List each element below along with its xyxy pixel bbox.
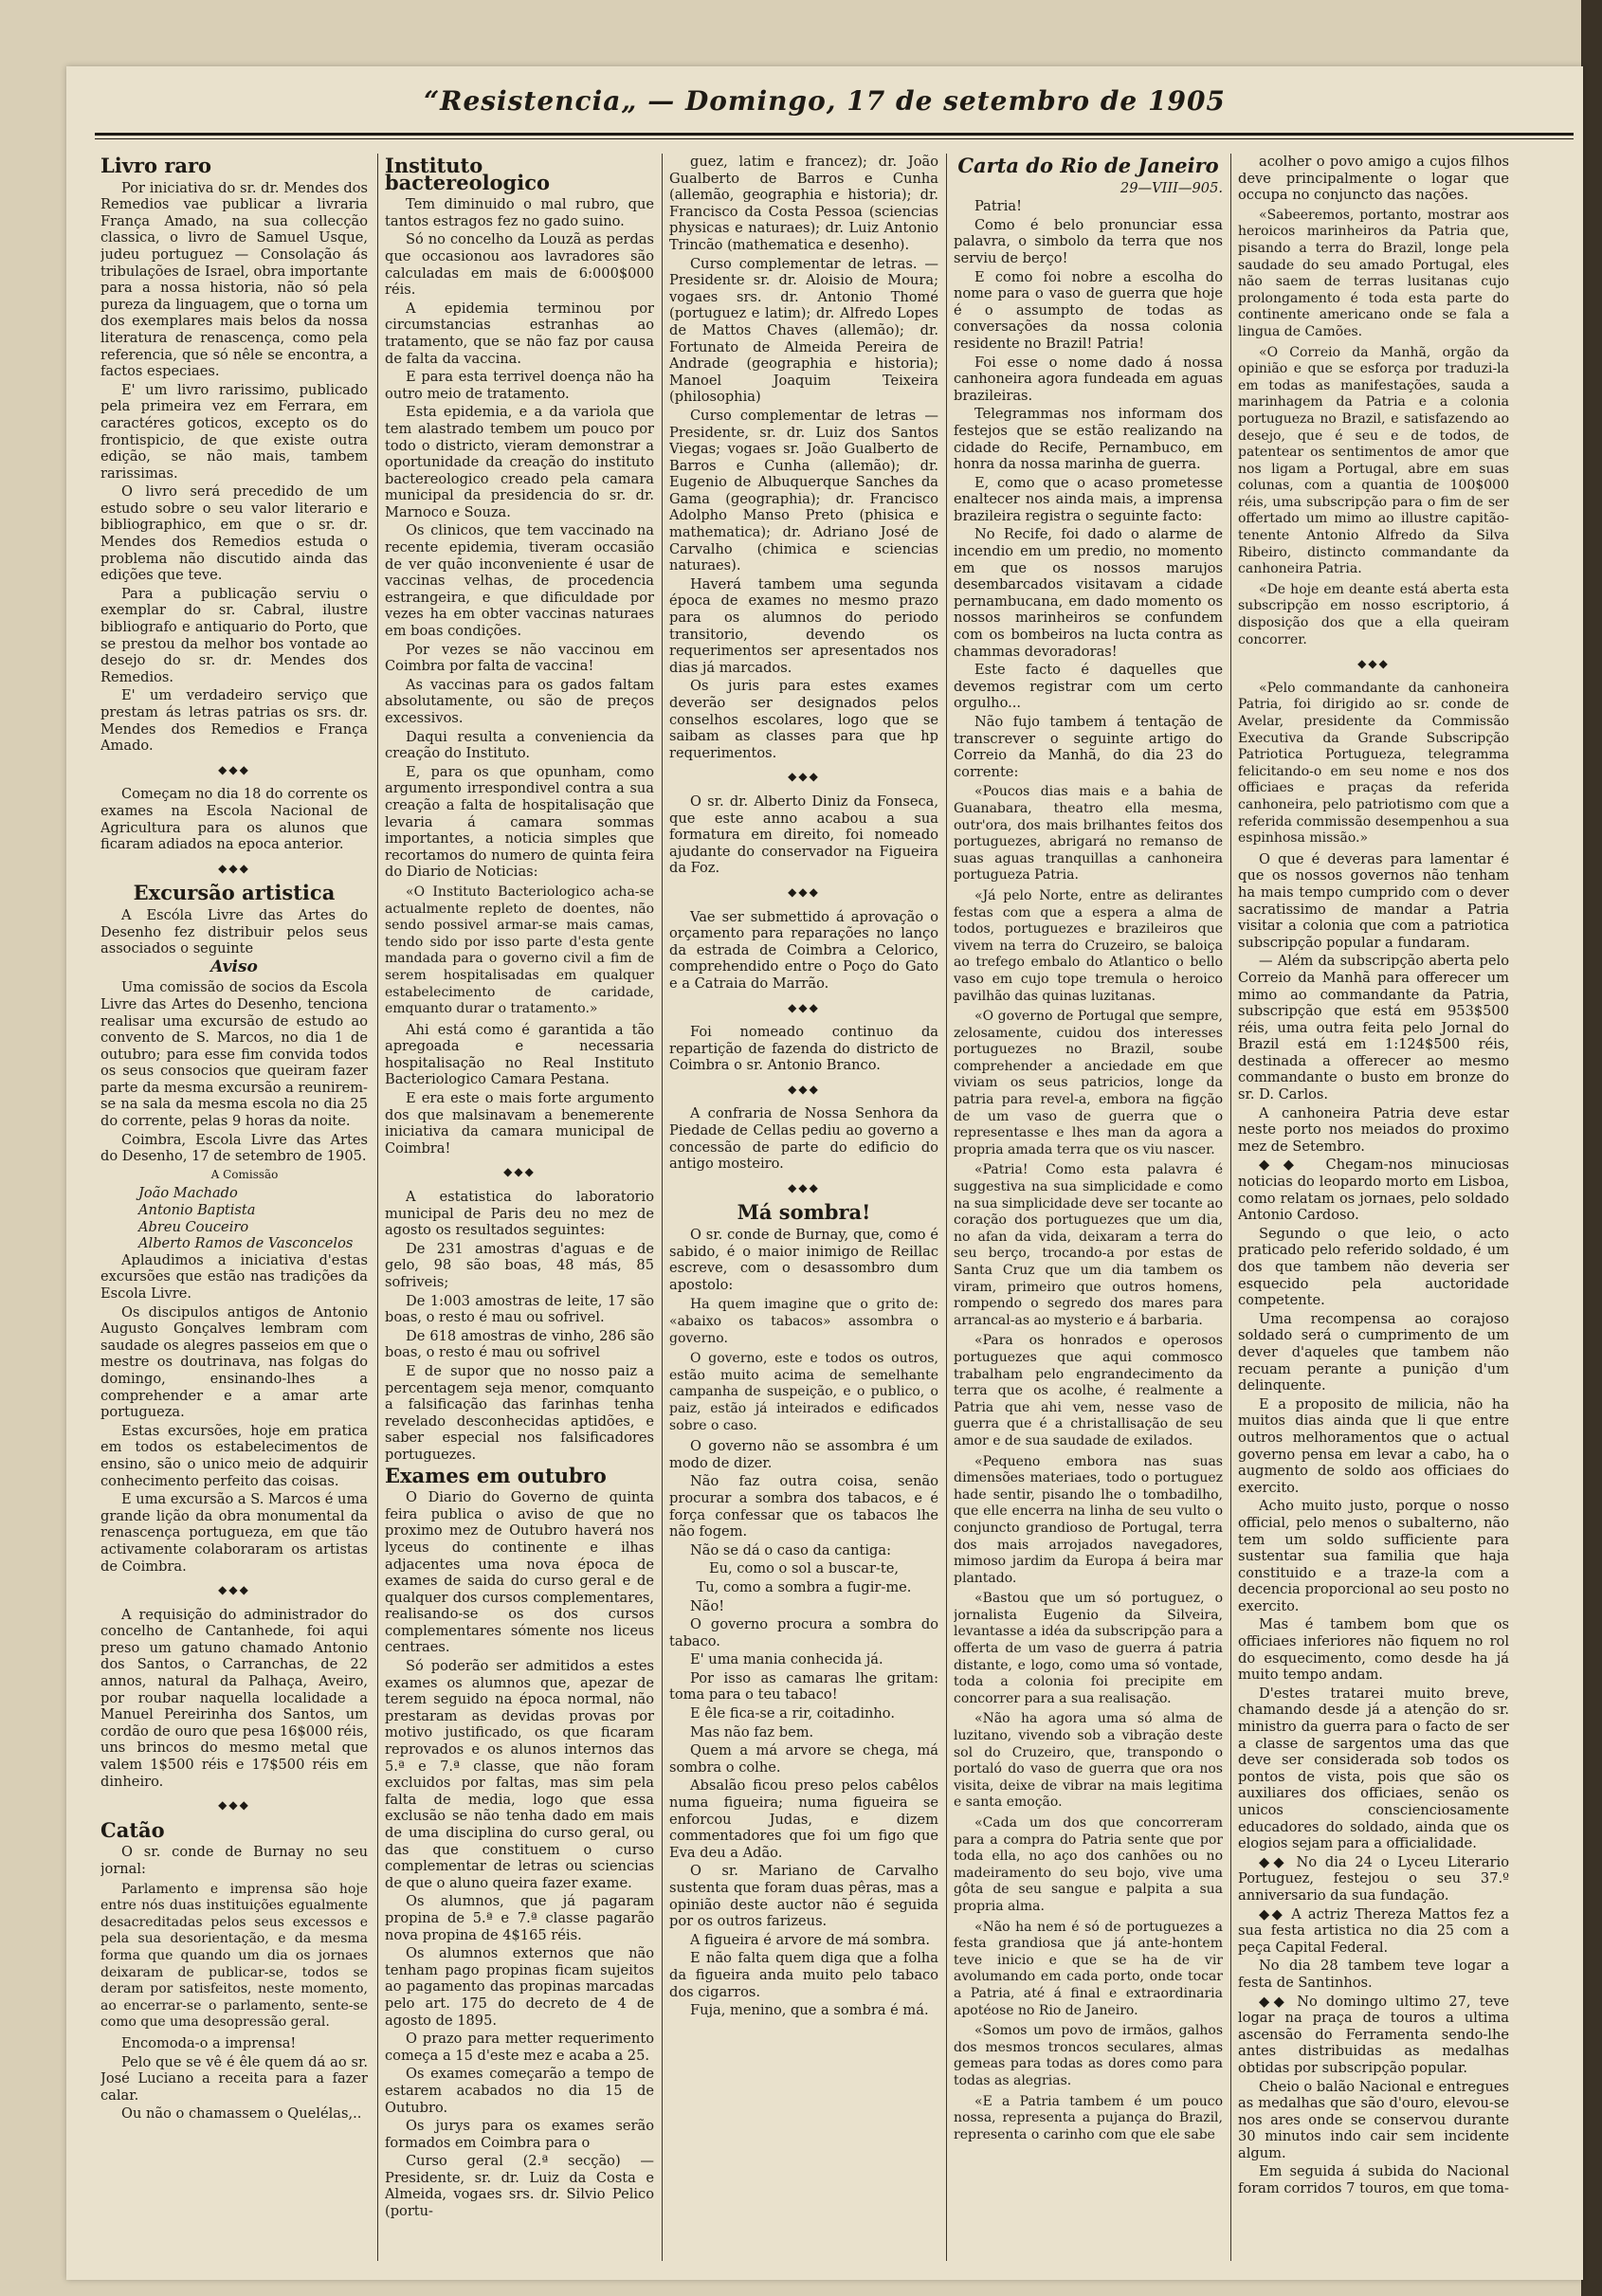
quote: «De hoje em deante está aberta esta subscripção em nosso escriptorio, á disposição dos que a ella queiram concorrer. — [1238, 581, 1509, 647]
quote: «Não ha nem é só de portuguezes a festa grandiosa que já ante-hontem teve inicio e que se ha de vir avolumando em cada porto, onde tocar a Patria, até á final e extraordinaria apotéose no Rio de Janeiro. — [954, 1919, 1223, 2018]
paragraph: Para a publicação serviu o exemplar do sr. Cabral, ilustre bibliografo e antiquario do Porto, que se prestou da melhor bos vontade ao desejo do sr. dr. Mendes dos Remedios. — [100, 585, 368, 685]
paragraph: Este facto é daquelles que devemos registrar com um certo orgulho... — [954, 662, 1223, 712]
article-title-ma-sombra: Má sombra! — [737, 1200, 871, 1225]
article-title-excursao: Excursão artistica — [133, 881, 336, 905]
paragraph: Curso complementar de letras — Presidente, sr. dr. Luiz dos Santos Viegas; vogaes sr. João Gualberto de Barros e Cunha (allemão); dr. Eugenio de Albuquerque Sanches da Gama (geographia); dr. Francisco Adolpho Manso Preto (phisica e mathematica); dr. Adriano José de Carvalho (chimica e sciencias naturaes). — [669, 407, 938, 574]
paragraph: A estatistica do laboratorio municipal de Paris deu no mez de agosto os resultados seguintes: — [385, 1189, 654, 1239]
paragraph: Mas é tambem bom que os officiaes inferiores não fiquem no rol do esquecimento, como desde ha já muito tempo andam. — [1238, 1616, 1509, 1684]
ornament-divider: ◆◆◆ — [218, 861, 250, 875]
paragraph: O governo procura a sombra do tabaco. — [669, 1616, 938, 1649]
dateline: 29—VIII—905. — [1120, 179, 1223, 196]
paragraph: As vaccinas para os gados faltam absolutamente, ou são de preços excessivos. — [385, 676, 654, 726]
signature-name: Antonio Baptista — [138, 1202, 256, 1219]
paragraph: Os discipulos antigos de Antonio Augusto Gonçalves lembram com saudade os alegres passeios em que o mestre os doutrinava, nas folgas do domingo, ensinando-lhes a comprehender e a amar arte portugueza. — [100, 1303, 368, 1421]
paragraph: De 618 amostras de vinho, 286 são boas, o resto é mau ou sofrivel — [385, 1327, 654, 1361]
paragraph: A figueira é arvore de má sombra. — [690, 1931, 931, 1948]
paragraph: — Além da subscripção aberta pelo Correio da Manhã para offerecer um mimo ao commandante da Patria, subscripção que está em 953$500 réis, uma outra feita pelo Jornal do Brazil está em 1:124$500 réis, destinada a offerecer ao mesmo commandante o busto em bronze do sr. D. Carlos. — [1238, 953, 1509, 1103]
paragraph: Ahi está como é garantida a tão apregoada e necessaria hospitalisação no Real Instituto Bacteriologico Camara Pestana. — [385, 1021, 654, 1088]
column-divider — [377, 154, 378, 2261]
article-title-livro-raro: Livro raro — [100, 154, 212, 177]
quote: «Pelo commandante da canhoneira Patria, foi dirigido ao sr. conde de Avelar, presidente da Commissão Executiva da Grande Subscripção Patriotica Portugueza, telegramma felicitando-o em seu nome e nos dos officiaes e praças da referida canhoneira, pelo patriotismo com que a referida commissão desempenhou a sua espinhosa missão.» — [1238, 680, 1509, 847]
paragraph: Só no concelho da Louzã as perdas que occasionou aos lavradores são calculadas em mais de 6:000$000 réis. — [385, 231, 654, 299]
paragraph: O Diario do Governo de quinta feira publica o aviso de que no proximo mez de Outubro haverá nos lyceus do continente e ilhas adjacentes uma nova época de exames de saida do curso geral e de qualquer dos cursos complementares, realisando-se os dos cursos complementares sómente nos liceus centraes. — [385, 1489, 654, 1656]
paragraph: O sr. dr. Alberto Diniz da Fonseca, que este anno acabou a sua formatura em direito, foi nomeado ajudante do conservador na Figueira da Foz. — [669, 793, 938, 877]
verse-line: Eu, como o sol a buscar-te, — [708, 1560, 900, 1577]
quote: «O governo de Portugal que sempre, zelosamente, cuidou dos interesses portuguezes no Brazil, soube comprehender a anciedade em que viviam os seus patricios, longe da patria para revel-a, embora na figção de um vaso de guerra que o representasse e lhes man da agora a propria amada terra que os viu nascer. — [954, 1009, 1223, 1157]
column-divider — [662, 154, 663, 2261]
paragraph: Coimbra, Escola Livre das Artes do Desenho, 17 de setembro de 1905. — [100, 1131, 368, 1165]
paragraph: A requisição do administrador do concelho de Cantanhede, foi aqui preso um gatuno chamado Antonio dos Santos, o Carranchas, de 22 annos, natural da Palhaça, Aveiro, por roubar naquella localidade a Manuel Pereirinha dos Santos, um cordão de ouro que pesa 16$000 réis, uns brincos do mesmo metal que valem 1$500 réis e 17$500 réis em dinheiro. — [100, 1606, 368, 1790]
signature-name: Alberto Ramos de Vasconcelos — [138, 1235, 354, 1252]
ornament-divider: ◆◆◆ — [503, 1165, 536, 1179]
quote: «E a Patria tambem é um pouco nossa, representa a pujança do Brazil, representa o carinho com que ele sabe — [954, 2093, 1223, 2142]
paragraph: Como é belo pronunciar essa palavra, o simbolo da terra que nos serviu de berço! — [954, 216, 1223, 266]
quote: «Patria! Como esta palavra é suggestiva na sua simplicidade e como na sua simplicidade deve ser tocante ao coração dos portuguezes que um dia, no afan da vida, deixaram a terra do seu berço, trocando-a por estas de Santa Cruz que um dia tambem os viram, primeiro que outros homens, rompendo o segredo dos mares para arrancal-as ao mysterio e á barbaria. — [954, 1162, 1223, 1328]
paragraph: Curso complementar de letras. — Presidente sr. dr. Aloisio de Moura; vogaes srs. dr. Antonio Thomé (portuguez e latim); dr. Alfredo Lopes de Mattos Chaves (allemão); dr. Fortunato de Almeida Pereira de Andrade (geographia e historia); Manoel Joaquim Teixeira (philosophia) — [669, 255, 938, 406]
column-divider — [946, 154, 947, 2261]
paragraph: Por iniciativa do sr. dr. Mendes dos Remedios vae publicar a livraria França Amado, na sua collecção classica, o livro de Samuel Usque, judeu portuguez — Consolação ás tribulações de Israel, obra importante para a nossa historia, não só pela pureza da linguagem, que o torna um dos exemplares mais belos da nossa literatura de renascença, como pela referencia, que só nêle se encontra, a factos especiaes. — [100, 179, 368, 380]
paragraph: E êle fica-se a rir, coitadinho. — [690, 1705, 895, 1722]
paragraph: Não faz outra coisa, senão procurar a sombra dos tabacos, e é força confessar que os tabacos lhe não fogem. — [669, 1473, 938, 1540]
paragraph: E uma excursão a S. Marcos é uma grande lição da obra monumental da renascença portugueza, em que tão activamente colaboraram os artistas de Coimbra. — [100, 1491, 368, 1575]
quote: «Pequeno embora nas suas dimensões materiaes, todo o portuguez hade sentir, pisando lhe o tombadilho, que elle encerra na linha de seu vulto o conjuncto grandioso de Portugal, terra dos mais arrojados navegadores, mimoso jardim da Europa á beira mar plantado. — [954, 1453, 1223, 1586]
paragraph: De 1:003 amostras de leite, 17 são boas, o resto é mau ou sofrivel. — [385, 1292, 654, 1326]
quote: «Não ha agora uma só alma de luzitano, vivendo sob a vibração deste sol do Cruzeiro, que, transpondo o portaló do vaso de guerra que ora nos visita, deixe de vibrar na mais legitima e santa emoção. — [954, 1711, 1223, 1811]
paragraph: O que é deveras para lamentar é que os nossos governos não tenham ha mais tempo cumprido com o dever sacratissimo de mandar a Patria visitar a colonia que com a patriotica subscripção popular a fundaram. — [1238, 850, 1509, 951]
paragraph: E, como que o acaso prometesse enaltecer nos ainda mais, a imprensa brazileira registra o seguinte facto: — [954, 474, 1223, 524]
article-title-catao: Catão — [100, 1817, 165, 1842]
paragraph: ◆◆ A actriz Thereza Mattos fez a sua festa artistica no dia 25 com a peça Capital Federal. — [1238, 1905, 1509, 1956]
paragraph: E' um livro rarissimo, publicado pela primeira vez em Ferrara, em caractéres goticos, excepto os do frontispicio, de que existe outra edição, se não mais, tambem rarissimas. — [100, 381, 368, 482]
paragraph: Patria! — [974, 198, 1022, 215]
ornament-divider: ◆◆◆ — [218, 1583, 250, 1597]
masthead-rule — [95, 133, 1574, 136]
paragraph: Haverá tambem uma segunda época de exames no mesmo prazo para os alumnos do periodo transitorio, devendo os requerimentos ser apresentados nos dias já marcados. — [669, 575, 938, 676]
paragraph: Os jurys para os exames serão formados em Coimbra para o — [385, 2118, 654, 2151]
quote: «O Correio da Manhã, orgão da opinião e que se esforça por traduzi-la em todas as manifestações, sauda a marinhagem da Patria e a colonia portugueza no Brazil, e satisfazendo ao desejo, que é seu e de todos, de patentear os sentimentos de amor que nos ligam a Portugal, abre em suas colunas, com a quantia de 100$000 réis, uma subscripção para o fim de ser offertado um mimo ao illustre capitão-tenente Antonio Alfredo da Silva Ribeiro, distincto commandante da canhoneira Patria. — [1238, 344, 1509, 577]
column-2 — [385, 154, 654, 2270]
paragraph: De 231 amostras d'aguas e de gelo, 98 são boas, 48 más, 85 sofriveis; — [385, 1240, 654, 1290]
paragraph: Uma recompensa ao corajoso soldado será o cumprimento de um dever d'aqueles que tambem não recuam perante a punição d'um delinquente. — [1238, 1310, 1509, 1394]
newspaper-page — [66, 66, 1583, 2280]
paragraph: Daqui resulta a conveniencia da creação do Instituto. — [385, 728, 654, 762]
signature-name: João Machado — [138, 1185, 238, 1202]
paragraph: O sr. conde de Burnay no seu jornal: — [100, 1844, 368, 1877]
paragraph: E, para os que opunham, como argumento irrespondivel contra a sua creação a falta de hospitalisação que levaria á camara sommas importantes, a noticia simples que recortamos do numero de quinta feira do Diario de Noticias: — [385, 763, 654, 881]
paragraph: Foi esse o nome dado á nossa canhoneira agora fundeada em aguas brazileiras. — [954, 354, 1223, 404]
quote: Ha quem imagine que o grito de: «abaixo os tabacos» assombra o governo. — [669, 1297, 938, 1346]
quote: «Bastou que um só portuguez, o jornalista Eugenio da Silveira, levantasse a idéa da subscripção para a offerta de um vaso de guerra á patria distante, e logo, como uma só vontade, toda a colonia foi precipite em concorrer para a sua realisação. — [954, 1591, 1223, 1706]
paragraph: Começam no dia 18 do corrente os exames na Escola Nacional de Agricultura para os alunos que ficaram adiados na epoca anterior. — [100, 786, 368, 853]
article-title-instituto: Instituto bactereologico — [385, 154, 551, 194]
quote: O governo, este e todos os outros, estão muito acima de semelhante campanha de suspeição, e o publico, o paiz, estão já inteirados e edificados sobre o caso. — [669, 1351, 938, 1433]
paragraph: Estas excursões, hoje em pratica em todos os estabelecimentos de ensino, são o unico meio de adquirir conhecimento perfeito das coisas. — [100, 1422, 368, 1489]
article-title-exames: Exames em outubro — [385, 1463, 607, 1487]
ornament-divider: ◆◆◆ — [788, 884, 820, 899]
column-4 — [954, 154, 1223, 2270]
paragraph: Aplaudimos a iniciativa d'estas excursões que estão nas tradições da Escola Livre. — [100, 1251, 368, 1302]
paragraph: E de supor que no nosso paiz a percentagem seja menor, comquanto a falsificação das farinhas tenha revelado desconhecidas aptidões, e saber especial nos falsificadores portuguezes. — [385, 1362, 654, 1463]
paragraph: Os alumnos, que já pagaram propina de 5.ª e 7.ª classe pagarão nova propina de 4$165 réis. — [385, 1893, 654, 1943]
paragraph: acolher o povo amigo a cujos filhos deve principalmente o logar que occupa no conjuncto das nações. — [1238, 154, 1509, 204]
paragraph: No Recife, foi dado o alarme de incendio em um predio, no momento em que os nossos marujos desembarcados visitavam a cidade pernambucana, em dado momento os nossos marinheiros se confundem com os bombeiros na lucta contra as chammas devoradoras! — [954, 526, 1223, 660]
paragraph: O sr. conde de Burnay, que, como é sabido, é o maior inimigo de Reillac escreve, com o desassombro dum apostolo: — [669, 1227, 938, 1293]
masthead: “Resistencia„ — Domingo, 17 de setembro de 1905 — [424, 85, 1226, 117]
paragraph: Por isso as camaras lhe gritam: toma para o teu tabaco! — [669, 1669, 938, 1704]
paragraph: Fuja, menino, que a sombra é má. — [690, 2002, 929, 2019]
paragraph: Segundo o que leio, o acto praticado pelo referido soldado, é um dos que tambem não deveria ser esquecido pela auctoridade competente. — [1238, 1225, 1509, 1309]
paragraph: guez, latim e francez); dr. João Gualberto de Barros e Cunha (allemão, geographia e historia); dr. Francisco da Costa Pessoa (sciencias physicas e naturaes); dr. Luiz Antonio Trincão (mathematica e desenho). — [669, 154, 938, 253]
paragraph: Não se dá o caso da cantiga: — [690, 1541, 892, 1558]
paragraph: Por vezes se não vaccinou em Coimbra por falta de vaccina! — [385, 641, 654, 675]
paragraph: E para esta terrivel doença não ha outro meio de tratamento. — [385, 369, 654, 402]
paragraph: E não falta quem diga que a folha da figueira anda muito pelo tabaco dos cigarros. — [669, 1950, 938, 2000]
paragraph: Encomoda-o a imprensa! — [121, 2034, 297, 2051]
column-5 — [1238, 154, 1509, 2270]
paragraph: A Escóla Livre das Artes do Desenho fez distribuir pelos seus associados o seguinte — [100, 906, 368, 957]
paragraph: Acho muito justo, porque o nosso official, pelo menos o subalterno, não tem um soldo sufficiente para sustentar sua familia que haja constituido e a traze-la com a decencia proporcional ao seu posto no exercito. — [1238, 1498, 1509, 1614]
quote: Parlamento e imprensa são hoje entre nós duas instituições egualmente desacreditadas pelos seus excessos e pela sua desorientação, e da mesma forma que quando um dia os jornaes deixaram de publicar-se, todos se deram por satisfeitos, neste momento, ao encerrar-se o parlamento, sente-se como que uma desopressão geral. — [100, 1881, 368, 2031]
paragraph: O sr. Mariano de Carvalho sustenta que foram duas pêras, mas a opinião deste auctor não é seguida por os outros farizeus. — [669, 1863, 938, 1930]
paragraph: Os clinicos, que tem vaccinado na recente epidemia, tiveram occasião de ver quão inconveniente é usar de vaccinas velhas, de procedencia estrangeira, e que dificuldade por vezes ha em obter vaccinas naturaes em boas condições. — [385, 522, 654, 640]
paragraph: E' um verdadeiro serviço que prestam ás letras patrias os srs. dr. Mendes dos Remedios e França Amado. — [100, 687, 368, 755]
ornament-divider: ◆◆◆ — [1357, 657, 1390, 671]
quote: «Já pelo Norte, entre as delirantes festas com que a espera a alma de todos, portuguezes e brazileiros que vivem na terra do Cruzeiro, se baloiça ao trefego embalo do Atlantico o bello vaso em cujo tope tremula o heroico pavilhão das quinas luzitanas. — [954, 887, 1223, 1004]
quote: «Poucos dias mais e a bahia de Guanabara, theatro ella mesma, outr'ora, dos mais brilhantes feitos dos portuguezes, abrigará no remanso de suas aguas tranquillas a canhoneira portugueza Patria. — [954, 784, 1223, 884]
paragraph: Uma comissão de socios da Escola Livre das Artes do Desenho, tenciona realisar uma excursão de estudo ao convento de S. Marcos, no dia 1 de outubro; para esse fim convida todos os seus consocios que queiram fazer parte da mesma excursão a reunirem-se na sala da mesma escola no dia 25 do corrente, pelas 9 horas da noite. — [100, 979, 368, 1130]
paragraph: O prazo para metter requerimento começa a 15 d'este mez e acaba a 25. — [385, 2031, 654, 2064]
paragraph: E' uma mania conhecida já. — [690, 1651, 883, 1668]
paragraph: E era este o mais forte argumento dos que malsinavam a benemerente iniciativa da camara municipal de Coimbra! — [385, 1090, 654, 1157]
paragraph: Ou não o chamassem o Quelélas,.. — [121, 2105, 362, 2123]
paragraph: E como foi nobre a escolha do nome para o vaso de guerra que hoje é o assumpto de todas as conversações da nossa colonia residente no Brazil! Patria! — [954, 268, 1223, 352]
paragraph: ◆◆ Chegam-nos minuciosas noticias do leopardo morto em Lisboa, como relatam os jornaes, pelo soldado Antonio Cardoso. — [1238, 1157, 1509, 1224]
column-3 — [669, 154, 938, 2270]
paragraph: Vae ser submettido á aprovação o orçamento para reparações no lanço da estrada de Coimbra a Celorico, comprehendido entre o Poço do Gato e a Catraia do Marrão. — [669, 908, 938, 992]
paragraph: Curso geral (2.ª secção) — Presidente, sr. dr. Luiz da Costa e Almeida, vogaes srs. dr. Silvio Pelico (portu- — [385, 2153, 654, 2220]
paragraph: Em seguida á subida do Nacional foram corridos 7 touros, em que toma- — [1238, 2163, 1509, 2197]
paragraph: A epidemia terminou por circumstancias estranhas ao tratamento, que se não faz por causa de falta da vaccina. — [385, 300, 654, 367]
ornament-divider: ◆◆◆ — [218, 762, 250, 776]
paragraph: Esta epidemia, e a da variola que tem alastrado tembem um pouco por todo o districto, vieram demonstrar a oportunidade da creação do instituto bactereologico creado pela camara municipal da presidencia do sr. dr. Marnoco e Souza. — [385, 404, 654, 520]
quote: «O Instituto Bacteriologico acha-se actualmente repleto de doentes, não sendo possivel armar-se mais camas, tendo sido por isso parte d'esta gente mandada para o governo civil a fim de serem hospitalisadas em qualquer estabelecimento de caridade, emquanto durar o tratamento.» — [385, 884, 654, 1017]
paragraph: ◆◆ No domingo ultimo 27, teve logar na praça de touros a ultima ascensão do Ferramenta sendo-lhe antes distribuidas as medalhas obtidas por subscripção popular. — [1238, 1993, 1509, 2076]
ornament-divider: ◆◆◆ — [788, 1000, 820, 1014]
paragraph: A confraria de Nossa Senhora da Piedade de Cellas pediu ao governo a concessão de parte do edificio do antigo mosteiro. — [669, 1105, 938, 1173]
paragraph: E a proposito de milicia, não ha muitos dias ainda que li que entre outros melhoramentos que o actual governo pensa em levar a cabo, ha o augmento de soldo aos officiaes do exercito. — [1238, 1395, 1509, 1496]
column-divider — [1230, 154, 1231, 2261]
paragraph: Pelo que se vê é êle quem dá ao sr. José Luciano a receita para a fazer calar. — [100, 2053, 368, 2104]
article-title-carta-rio: Carta do Rio de Janeiro — [957, 154, 1219, 177]
paragraph: Tem diminuido o mal rubro, que tantos estragos fez no gado suino. — [385, 196, 654, 229]
paragraph: Cheio o balão Nacional e entregues as medalhas que são d'ouro, elevou-se nos ares onde se conservou durante 30 minutos indo cair sem incidente algum. — [1238, 2078, 1509, 2161]
paragraph: Os juris para estes exames deverão ser designados pelos conselhos escolares, logo que se saibam as classes para que hp requerimentos. — [669, 678, 938, 761]
masthead-rule-thin — [95, 138, 1574, 139]
paragraph: O livro será precedido de um estudo sobre o seu valor literario e bibliographico, em que o sr. dr. Mendes dos Remedios estuda o problema não discutido ainda das edições que teve. — [100, 483, 368, 584]
binding-edge — [1581, 0, 1602, 2296]
paragraph: Não fujo tambem á tentação de transcrever o seguinte artigo do Correio da Manhã, do dia 23 do corrente: — [954, 714, 1223, 780]
paragraph: Não! — [690, 1597, 725, 1614]
paragraph: Absalão ficou preso pelos cabêlos numa figueira; numa figueira se enforcou Judas, e dizem commentadores que foi um figo que Eva deu a Adão. — [669, 1777, 938, 1861]
paragraph: Quem a má arvore se chega, má sombra o colhe. — [669, 1742, 938, 1776]
ornament-divider: ◆◆◆ — [788, 1180, 820, 1194]
paragraph: Telegrammas nos informam dos festejos que se estão realizando na cidade do Recife, Pernambuco, em honra da nossa marinha de guerra. — [954, 406, 1223, 473]
paragraph: Só poderão ser admitidos a estes exames os alumnos que, apezar de terem seguido na época normal, não prestaram as devidas provas por motivo justificado, os que ficaram reprovados e os alunos internos das 5.ª e 7.ª classe, que não foram excluidos por faltas, mas sim pela falta de media, logo que essa exclusão se não tenha dado em mais de uma disciplina do curso geral, ou das que constituem o curso complementar de letras ou sciencias de que o aluno queira fazer exame. — [385, 1658, 654, 1891]
ornament-divider: ◆◆◆ — [788, 770, 820, 784]
paragraph: ◆◆ No dia 24 o Lyceu Literario Portuguez, festejou o seu 37.º anniversario da sua fundação. — [1238, 1853, 1509, 1904]
paragraph: O governo não se assombra é um modo de dizer. — [669, 1438, 938, 1471]
quote: «Sabeeremos, portanto, mostrar aos heroicos marinheiros da Patria que, pisando a terra do Brazil, longe pela saudade do seu amado Portugal, eles não saem de terras lusitanas cujo prolongamento é toda esta parte do continente americano onde se fala a lingua de Camões. — [1238, 207, 1509, 339]
paragraph: Foi nomeado continuo da repartição de fazenda do districto de Coimbra o sr. Antonio Branco. — [669, 1024, 938, 1074]
paragraph: Mas não faz bem. — [690, 1723, 814, 1740]
paragraph: Os alumnos externos que não tenham pago propinas ficam sujeitos ao pagamento das propinas marcadas pelo art. 175 do decreto de 4 de agosto de 1895. — [385, 1945, 654, 2029]
paragraph: D'estes tratarei muito breve, chamando desde já a atenção do sr. ministro da guerra para o facto de ser a classe de sargentos uma das que deve ser considerada sob todos os pontos de vista, pois que são os auxiliares dos officiaes, senão os unicos conscienciosamente educadores do soldado, ainda que os elogios sejam para a officialidade. — [1238, 1685, 1509, 1852]
paragraph: A canhoneira Patria deve estar neste porto nos meiados do proximo mez de Setembro. — [1238, 1104, 1509, 1155]
ornament-divider: ◆◆◆ — [218, 1798, 250, 1813]
ornament-divider: ◆◆◆ — [788, 1082, 820, 1096]
quote: «Cada um dos que concorreram para a compra do Patria sente que por toda ella, no aço dos canhões ou no madeiramento do seu bojo, vive uma gôta de seu sangue e palpita a sua propria alma. — [954, 1815, 1223, 1914]
signature-name: Abreu Couceiro — [138, 1218, 249, 1235]
aviso-heading: Aviso — [210, 957, 258, 976]
paragraph: Os exames começarão a tempo de estarem acabados no dia 15 de Outubro. — [385, 2066, 654, 2116]
quote: «Para os honrados e operosos portuguezes que aqui commosco trabalham pelo engrandecimento da terra que os acolhe, é realmente a Patria que ahi vem, nesse vaso de guerra que é a christallisação de seu amor e de sua saudade de exilados. — [954, 1333, 1223, 1449]
column-1 — [100, 154, 368, 2270]
quote: «Somos um povo de irmãos, galhos dos mesmos troncos seculares, almas gemeas para todas as dores como para todas as alegrias. — [954, 2023, 1223, 2088]
verse-line: Tu, como a sombra a fugir-me. — [696, 1578, 912, 1595]
comissao-label: A Comissão — [210, 1167, 279, 1181]
paragraph: No dia 28 tambem teve logar a festa de Santinhos. — [1238, 1958, 1509, 1991]
